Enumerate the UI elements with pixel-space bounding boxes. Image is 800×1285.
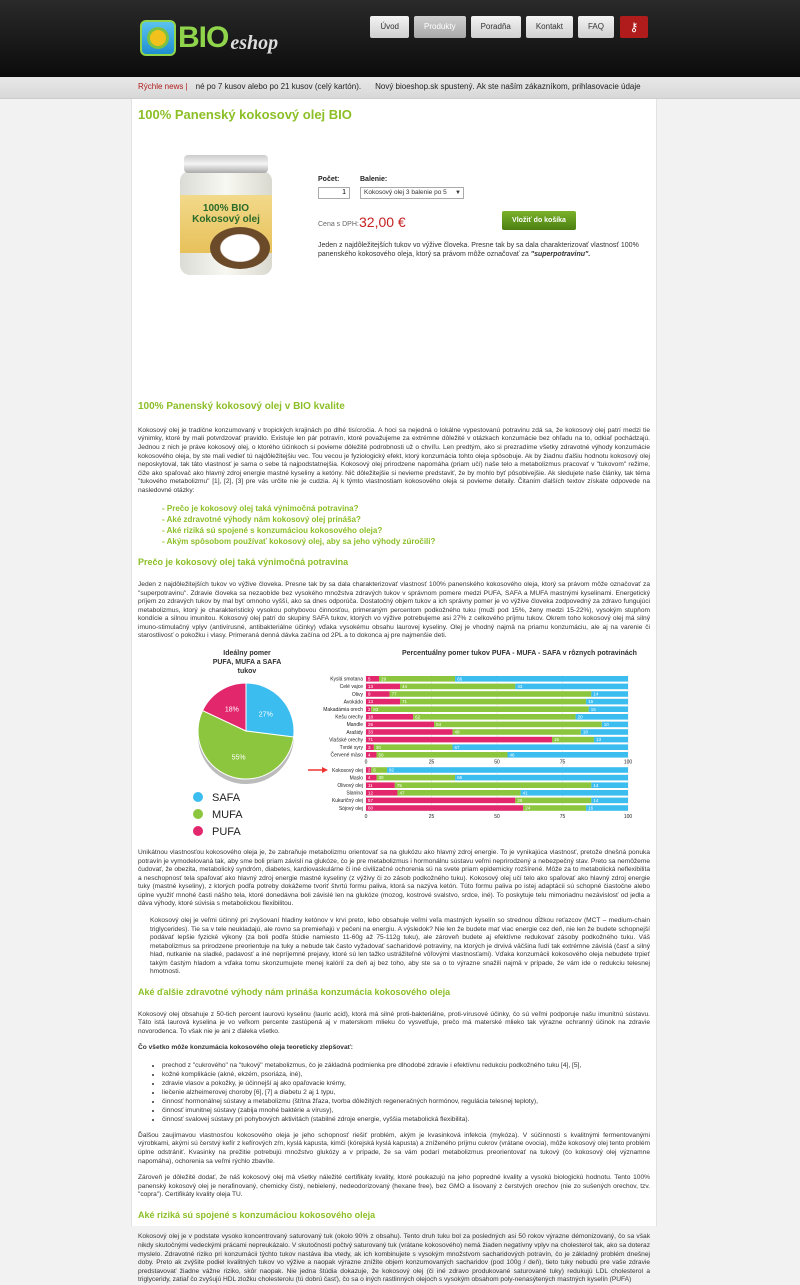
bar-category-label: Mandle bbox=[346, 722, 363, 729]
subsection-heading: Aké riziká sú spojené s konzumáciou kokosového oleja bbox=[138, 1209, 376, 1220]
highlight-arrow-head-icon bbox=[322, 767, 328, 773]
list-item: • liečenie alzheimerovej choroby [6], [7] a diabetu 2 aj 1 typu, bbox=[162, 1088, 650, 1097]
bar-category-label: Olivy bbox=[351, 691, 363, 698]
bar-data-label: 9 bbox=[368, 691, 371, 697]
site-header bbox=[0, 0, 800, 77]
bar-category-label: Kešu orechy bbox=[335, 714, 363, 721]
bar-data-label: 46 bbox=[509, 752, 515, 758]
bar-data-label: 64 bbox=[436, 722, 442, 728]
page-title: 100% Panenský kokosový olej BIO bbox=[138, 107, 352, 122]
bar-data-label: 44 bbox=[402, 684, 408, 690]
bar-data-label: 2 bbox=[368, 767, 371, 773]
bar-category-label: Červené mäso bbox=[330, 752, 363, 759]
bar-segment-mufa bbox=[523, 805, 586, 811]
bar-segment-mufa bbox=[397, 790, 520, 796]
package-select[interactable] bbox=[360, 187, 464, 199]
bar-category-label: Olivový olej bbox=[337, 783, 363, 790]
bar-data-label: 18 bbox=[582, 729, 588, 735]
intro-paragraph: Kokosový olej je tradične konzumovaný v tropických krajinách po dlhé tisícročia. A hoci sa nejedná o lokálne vypestovanú potravinu zdá sa, že kokosový olej patrí medzi tie výnimky, ktoré by mali potvrdzovať pravidlo. Existuje len pár potravín, ktoré považujeme za extrémne dôležité v otázkach konzumácie bez ohľadu na to, odkiaľ pochádzajú. Jednou z nich je práve kokosový olej, o ktorého účinkoch si povieme dôležité podrobnosti už o chvíľu. Len predtým, ako si prezradíme všetky zdravotné výhody konzumácie kokosového oleja, by ste mali vedieť tú najdôležitejšiu vec. Tou vecou je fyziologický efekt, ktorý konzumácia tohto oleja spôsobuje. Ak by žiadnu ďalšiu hodnotu kokosový olej neposkytoval, tak táto vlastnosť je sama o sebe tá najpodstatnejšia. Kokosový olej prirodzene napomáha (priam učí) naše telo a metabolizmus pracovať v "tukovom" režime, čiže ako spaľovač ako hlavný zdroj energie mastné kyseliny a ketóny. Nič dôležitejšie si nevieme predstaviť, že by mohlo byť pôsobivejšie. Ak sledujete naše články, tak téma "tukového metabolizmu" [1], [2], [3] pre vás určite nie je cudzia. Aj k týmto vlastnostiam kokosového oleja si povieme detaily. Čitaním ďalších textov získate odpovede na nasledovné otázky: bbox=[138, 426, 650, 494]
x-tick-label: 0 bbox=[364, 759, 368, 766]
bar-segment-safa bbox=[452, 744, 628, 750]
bar-data-label: 49 bbox=[454, 729, 460, 735]
bar-segment-mufa bbox=[395, 782, 592, 788]
leaf-logo-icon bbox=[140, 20, 176, 56]
toc-item[interactable]: - Akým spôsobom používať kokosový olej, aby sa jeho výhody zúročili? bbox=[162, 536, 650, 547]
bar-data-label: 75 bbox=[396, 782, 402, 788]
nav-item-poradna[interactable]: Poradňa bbox=[471, 16, 521, 38]
bar-data-label: 41 bbox=[522, 790, 528, 796]
bar-category-label: Makadámia orech bbox=[323, 707, 363, 714]
certificate-paragraph: Zároveň je dôležité dodať, že náš kokosový olej má všetky náležité certifikáty kvality, ktoré poukazujú na jeho popredné kvality a vysokú biologickú hodnotu. Tento 100% panenský kokosový olej je nerafinovaný, chemicky čistý, nebielený, nedeodorizovaný (hexane free), bez GMO a lisovaný z čerstvých orechov (nie zo sušených orechov, tzv. "copra"). Certifikáty kvality oleja TU. bbox=[138, 1174, 650, 1199]
nav-item-faq[interactable]: FAQ bbox=[578, 16, 614, 38]
bar-data-label: 24 bbox=[525, 805, 531, 811]
pie-label-mufa: 55% bbox=[231, 754, 246, 762]
bar-segment-pufa bbox=[366, 737, 552, 743]
bar-data-label: 12 bbox=[368, 790, 374, 796]
bar-data-label: 20 bbox=[577, 714, 583, 720]
bar-segment-safa bbox=[576, 714, 628, 720]
bar-category-label: Kukuričný olej bbox=[331, 798, 363, 805]
bar-segment-safa bbox=[507, 752, 628, 758]
nav-item-uvod[interactable]: Úvod bbox=[370, 16, 409, 38]
bar-segment-mufa bbox=[374, 744, 453, 750]
pie-chart-title: Ideálny pomer PUFA, MUFA a SAFA tukov bbox=[212, 650, 282, 676]
bar-data-label: 13 bbox=[595, 737, 601, 743]
bar-data-label: 4 bbox=[368, 775, 371, 781]
pie-slice-safa bbox=[246, 683, 294, 737]
short-description bbox=[318, 241, 648, 259]
bar-data-label: 29 bbox=[517, 798, 523, 804]
news-ticker bbox=[0, 77, 800, 99]
bar-category-label: Avokádo bbox=[343, 699, 363, 706]
bar-chart bbox=[308, 661, 638, 836]
bar-category-label: Celé vajce bbox=[339, 684, 363, 691]
list-item: • činnosť imunitnej sústavy (zabija mnohé baktérie a vírusy), bbox=[162, 1106, 650, 1115]
bar-data-label: 14 bbox=[593, 691, 599, 697]
bar-segment-mufa bbox=[452, 729, 580, 735]
bar-data-label: 5 bbox=[368, 676, 371, 682]
pie-chart bbox=[178, 669, 318, 839]
quantity-label: Počet: bbox=[318, 175, 340, 183]
bar-data-label: 16 bbox=[554, 737, 560, 743]
x-tick-label: 50 bbox=[494, 759, 500, 766]
list-item: • kožné komplikácie (akné, ekzém, psoriáza, iné), bbox=[162, 1070, 650, 1079]
main-nav bbox=[370, 16, 614, 38]
bar-data-label: 30 bbox=[375, 744, 381, 750]
bar-data-label: 16 bbox=[588, 699, 594, 705]
x-tick-label: 75 bbox=[559, 759, 566, 766]
news-item[interactable]: Nový bioeshop.sk spustený. Ak ste naším zákazníkom, prihlasovacie údaje bbox=[375, 82, 641, 92]
fat-ratio-charts bbox=[138, 649, 650, 839]
bar-data-label: 10 bbox=[603, 722, 609, 728]
bar-segment-mufa bbox=[515, 798, 591, 804]
subsection-heading: Aké ďalšie zdravotné výhody nám prináša konzumácia kokosového oleja bbox=[138, 986, 451, 997]
bar-data-label: 71 bbox=[402, 699, 408, 705]
list-intro: Čo všetko môže konzumácia kokosového oleja teoreticky zlepšovať: bbox=[138, 1044, 353, 1052]
bar-data-label: 29 bbox=[381, 676, 387, 682]
legend-label-mufa: MUFA bbox=[212, 809, 243, 822]
site-logo[interactable] bbox=[140, 18, 278, 57]
list-item: • činnosť hormonálnej sústavy a metabolizmu (štítna žľaza, tvorba dôležitých regeneračných hormónov, regulácia telesnej teploty), bbox=[162, 1097, 650, 1106]
subsection-heading: Prečo je kokosový olej taká výnimočná potravina bbox=[138, 557, 349, 568]
bar-data-label: 4 bbox=[368, 752, 371, 758]
bar-data-label: 33 bbox=[368, 729, 374, 735]
list-item: • činnosť svalovej sústavy pri pohybových aktivitách (stabilné zdroje energie, vyššia metabolická flexibilita). bbox=[162, 1115, 650, 1124]
bar-data-label: 30 bbox=[378, 775, 384, 781]
bar-chart-title: Percentuálny pomer tukov PUFA - MUFA - SAFA v rôznych potravinách bbox=[402, 650, 637, 658]
bar-category-label: Kokosový olej bbox=[332, 767, 363, 774]
pie-label-safa: 27% bbox=[258, 711, 273, 719]
main-content bbox=[131, 99, 657, 1284]
bar-data-label: 62 bbox=[415, 714, 421, 720]
key-icon: ⚷ bbox=[629, 20, 639, 34]
x-tick-label: 25 bbox=[428, 813, 435, 820]
x-tick-label: 100 bbox=[623, 759, 633, 766]
package-label: Balenie: bbox=[360, 175, 388, 183]
bar-segment-safa bbox=[455, 775, 628, 781]
logo-bio-text: BIO bbox=[178, 21, 229, 54]
bar-segment-safa bbox=[581, 729, 628, 735]
bar-category-label: Vlašské orechy bbox=[329, 737, 363, 744]
bar-segment-mufa bbox=[376, 775, 455, 781]
legend-label-safa: SAFA bbox=[212, 792, 241, 805]
bar-segment-pufa bbox=[366, 729, 452, 735]
bar-segment-mufa bbox=[434, 722, 602, 728]
login-button[interactable] bbox=[620, 16, 648, 38]
news-item[interactable]: né po 7 kusov alebo po 21 kusov (celý kartón). bbox=[195, 82, 362, 92]
bar-data-label: 43 bbox=[517, 684, 523, 690]
bar-segment-pufa bbox=[366, 805, 523, 811]
bar-segment-mufa bbox=[400, 684, 515, 690]
bar-segment-mufa bbox=[379, 676, 455, 682]
legend-dot-mufa bbox=[193, 809, 203, 819]
bar-category-label: Tvrdé syry bbox=[339, 745, 363, 752]
bar-data-label: 13 bbox=[368, 684, 374, 690]
bar-data-label: 18 bbox=[368, 714, 374, 720]
infection-paragraph: Ďalšou zaujímavou vlastnosťou kokosového oleja je jeho schopnosť riešiť problém, akým je kvasinková infekcia (mykóza). V súčinnosti s kvalitnými fermentovanými výrobkami, akými sú čerstvý kefír z kefírových zŕn, kyslá kapusta, kimči (kórejská kyslá kapusta) a zníženého príjmu cukrov (vrátane ovocia), môže kokosový olej tento problém úplne odstrániť. Kvasinky na prežitie potrebujú množstvo glukózy a v prípade, že sa vám podarí metabolizmus preorientovať na tukový (čo kokosový olej významne napomáha), ochorenia sa veľmi rýchlo zbavíte. bbox=[138, 1131, 650, 1165]
nav-item-produkty[interactable]: Produkty bbox=[414, 16, 466, 38]
bar-category-label: Maslo bbox=[349, 775, 363, 782]
nav-item-kontakt[interactable]: Kontakt bbox=[526, 16, 573, 38]
bar-data-label: 47 bbox=[399, 790, 405, 796]
bar-segment-mufa bbox=[390, 691, 592, 697]
news-label: Rýchle news | bbox=[138, 82, 188, 92]
mct-paragraph: Kokosový olej je veľmi účinný pri zvyšovaní hladiny ketónov v krvi preto, lebo obsahuje veľmi veľa mastných kyselín so strednou dĺžkou reťazcov (MCT – medium-chain triglycerides). Tie sa v tele neukladajú, ale rovno sa premieňajú v pečeni na energiu. A výsledok? Nie len že budete mať viac energie cez deň, nie len že budete schopnejší podávať lepšie fyzické výkony (za boli podľa štúdie namiesto 11-60g až 75-112g tuku), ale zároveň budete aj efektívne redukovať zásoby podkožného tuku. Váš metabolizmus sa prirodzene preorientuje na tuky a nebude tak často vyžadovať sacharidové potraviny, na ktorých je drvivá väčšina ľudí tak extrémne závislá (časť a silný hlad, nutkanie na sladké, padavosť a iné nepríjemné prejavy, ktoré sú len tažko ustrážiteľné vôľovými vlastnosťami). Vďaka konzumácii kokosového oleja nebudete trpieť takým častým hladom a vďaka tomu skonzumujete menej kalórií za deň aj bez toho, aby ste sa o to výrazne snažili najmä v prípade, že vám ide o redukciu telesnej hmotnosti. bbox=[150, 916, 650, 976]
pie-label-pufa: 18% bbox=[224, 706, 239, 714]
bar-data-label: 15 bbox=[590, 706, 596, 712]
bar-data-label: 66 bbox=[457, 775, 463, 781]
list-item: • zdravie vlasov a pokožky, je účinnejší aj ako opaľovacie krémy, bbox=[162, 1079, 650, 1088]
bar-data-label: 26 bbox=[368, 722, 374, 728]
bar-segment-safa bbox=[521, 790, 628, 796]
list-item: • prechod z "cukrového" na "tukový" metabolizmus, čo je základná podmienka pre dlhodobé zdravie i efektívnu redukciu podkožného tuku [4], [5], bbox=[162, 1061, 650, 1070]
bar-data-label: 67 bbox=[454, 744, 460, 750]
section-heading: 100% Panenský kokosový olej v BIO kvalite bbox=[138, 400, 345, 412]
benefits-list bbox=[162, 1061, 650, 1124]
product-box bbox=[138, 140, 650, 390]
bar-category-label: Kyslá smotana bbox=[330, 676, 363, 683]
bar-data-label: 66 bbox=[457, 676, 463, 682]
price-label: Cena s DPH: bbox=[318, 220, 359, 228]
bar-segment-pufa bbox=[366, 798, 515, 804]
bar-category-label: Arašidy bbox=[346, 729, 363, 736]
risks-paragraph: Kokosový olej je v podstate vysoko koncentrovaný saturovaný tuk (okolo 90% z obsahu). Tento druh tuku bol za posledných asi 50 rokov výrazne démonizovaný, čo sa však nikdy skutočnými vedeckými prácami nepreukázalo. V skutočnosti počtvý saturovaný tuk (vrátane kokosového) nemá žiaden negatívny vplyv na cholesterol tak, ako sa doteraz myslelo. Zdravotné riziko pri konzumácii týchto tukov nastáva iba vtedy, ak ich kombinujete s vysokým množstvom sacharidových potravín, čo je základný problém dnešnej doby. Preto ak zvýšite podiel kvalitných tukov vo výžive a naopak výrazne znížite objem konzumovaných sacharidov (pod 100g / deň), tieto tuky nebudú pre vaše zdravie predstavovať žiadne vážne riziko, skôr naopak. Nie jedna štúdia dokazuje, že kokosový olej (či iné zdravo produkované saturované tuky) redukujú LDL cholesterol a triglyceridy, zatiaľ čo zvyšujú HDL zložku cholesterolu (tú dobrú časť), čo sa o iných rastlinných olejoch s vysokým obsahom poly-nenasýtených mastných kyselín (PUFA) bbox=[138, 1233, 650, 1284]
bar-segment-safa bbox=[387, 767, 628, 773]
table-of-contents bbox=[162, 503, 650, 547]
short-description-emphasis: "superpotravinu". bbox=[530, 250, 591, 258]
bar-segment-mufa bbox=[371, 706, 588, 712]
x-tick-label: 0 bbox=[364, 813, 368, 820]
bar-segment-safa bbox=[515, 684, 628, 690]
lauric-paragraph: Kokosový olej obsahuje z 50-tich percent laurovú kyselinu (lauric acid), ktorá má silné proti-bakteriálne, proti-vírusové účinky, čo sú veľmi podporuje našu imunitnú sústavu. Táto istá laurová kyselina je vo veľkom percente zastúpená aj v materskom mlieku čo vysvetľuje, prečo má materské mlieko tak výrazne ochranný účinok na zdravie novorodenca. To však nie je ani z ďaleka všetko. bbox=[138, 1010, 650, 1035]
bar-segment-pufa bbox=[366, 722, 434, 728]
x-tick-label: 50 bbox=[494, 813, 500, 820]
bar-data-label: 14 bbox=[593, 798, 599, 804]
toc-item[interactable]: - Prečo je kokosový olej taká výnimočná potravina? bbox=[162, 503, 650, 514]
metabolism-paragraph: Unikátnou vlastnosťou kokosového oleja je, že zabraňuje metabolizmu orientovať sa na glukózu ako hlavný zdroj energie. To je vynikajúca vlastnosť, pretože dnešná ponuka potravín je vymodelovaná tak, aby sme boli priam závislí na glukóze, čo je pre metabolizmus i hormonálnu sústavu veľmi neprirodzený a nebezpečný stav. Preto sa nemôžeme čudovať, že obezita, metabolický syndróm, diabetes, kardiovaskulárne či iné civilizačné ochorenia sú na svete priam epidemicky rozšírené. Môže za to metabolická neflexibilita a neschopnosť tela spaľovať ako hlavný zdroj energie mastné kyseliny (z výživy či zo zásob podkožného tuku). Kokosový olej učí telo ako spaľovať ako hlavný zdroj energie tuky (mastné kyseliny), z ktorých podľa potreby dokážeme tvoriť štvrtú formu paliva, ktorá sa nazýva ketón. Túto formu paliva po istej adaptácii sú schopné čiastočne alebo úplne využiť mnohé časti nášho tela, ktoré donedávna boli závislé len na glukóze (mozog, kostrové svalstvo, srdce, iné). To poskytuje telu mimoriadnu nezávislosť od jedla a dáva výhody, ktoré súvisia s metabolickou flexibilitou. bbox=[138, 849, 650, 908]
x-tick-label: 25 bbox=[428, 759, 435, 766]
bar-data-label: 71 bbox=[368, 737, 374, 743]
bar-segment-pufa bbox=[366, 714, 413, 720]
legend-dot-pufa bbox=[193, 826, 203, 836]
x-tick-label: 100 bbox=[623, 813, 633, 820]
bar-data-label: 92 bbox=[388, 767, 394, 773]
x-tick-label: 75 bbox=[559, 813, 566, 820]
bar-data-label: 14 bbox=[593, 782, 599, 788]
bar-category-label: Sójový olej bbox=[338, 805, 363, 812]
toc-item[interactable]: - Aké riziká sú spojené s konzumáciou kokosového oleja? bbox=[162, 525, 650, 536]
quantity-input[interactable] bbox=[318, 187, 350, 199]
bar-data-label: 83 bbox=[373, 706, 379, 712]
bar-segment-safa bbox=[455, 676, 628, 682]
short-description-text: Jeden z najdôležitejších tukov vo výžive človeka. Presne tak by sa dala charakterizovať vlastnosť 100% panenského kokosového oleja, ktorý sa právom môže označovať za bbox=[318, 241, 639, 258]
toc-item[interactable]: - Aké zdravotné výhody nám kokosový olej prináša? bbox=[162, 514, 650, 525]
bar-data-label: 50 bbox=[378, 752, 384, 758]
bar-data-label: 57 bbox=[368, 798, 374, 804]
bar-data-label: 60 bbox=[368, 805, 374, 811]
bar-segment-mufa bbox=[413, 714, 575, 720]
product-image[interactable] bbox=[176, 155, 276, 275]
bar-data-label: 6 bbox=[373, 767, 376, 773]
bar-data-label: 77 bbox=[391, 691, 397, 697]
price-value: 32,00 € bbox=[359, 213, 406, 230]
bar-data-label: 16 bbox=[588, 805, 594, 811]
bar-data-label: 2 bbox=[368, 706, 371, 712]
jar-label-text: 100% BIO Kokosový olej bbox=[192, 202, 260, 225]
bar-data-label: 11 bbox=[368, 782, 373, 788]
why-paragraph: Jeden z najdôležitejších tukov vo výžive človeka. Presne tak by sa dala charakterizovať vlastnosť 100% panenského kokosového oleja, ktorý sa právom môže označovať za "superpotravinu". Zdravie človeka sa nezaobíde bez vysokého množstva zdravých tukov v správnom pomere medzi PUFA, SAFA a MUFA mastnými kyselinami. Energetický príjem zo zdravých tukov by mal byť omnoho vyšší, ako sa dnes odporúča. Dostatočný objem tukov a ich správny pomer je vo výžive človeka zodpovedný za zdravo fungujúci metabolizmus, ktorý je charakteristický vysokou pohybovou činnosťou, primeraným percentom podkožného tuku (muži pod 15%, ženy medzi 15-22%), vysokým stupňom kondície a silnou imunitou. Kokosový olej patrí do skupiny SAFA tukov, ktorých vo výžive potrebujeme asi 27% z celkového príjmu tukov. Okrem toho kokosový olej má silný imuno-stimulačný vplyv (antivírusné, antibakteriálne účinky) vďaka vysokému obsahu laurovej kyseliny. Olej je vhodný najmä na priamu konzumáciu, ale aj na varenie či starostlivosť o pokožku i vlasy. Primeraná denná dávka začína od 2PL a to dokonca aj pre najmenšie deti. bbox=[138, 581, 650, 640]
package-selected-value: Kokosový olej 3 balenie po 5 bbox=[364, 188, 447, 196]
chevron-down-icon: ▼ bbox=[455, 189, 461, 196]
logo-eshop-text: eshop bbox=[230, 31, 279, 54]
legend-label-pufa: PUFA bbox=[212, 826, 241, 839]
bar-segment-mufa bbox=[400, 699, 586, 705]
legend-dot-safa bbox=[193, 792, 203, 802]
bar-category-label: Slanina bbox=[346, 790, 363, 797]
bar-data-label: 3 bbox=[368, 744, 371, 750]
bar-segment-mufa bbox=[376, 752, 507, 758]
add-to-cart-button[interactable]: Vložiť do košíka bbox=[502, 211, 576, 230]
bar-data-label: 13 bbox=[368, 699, 374, 705]
